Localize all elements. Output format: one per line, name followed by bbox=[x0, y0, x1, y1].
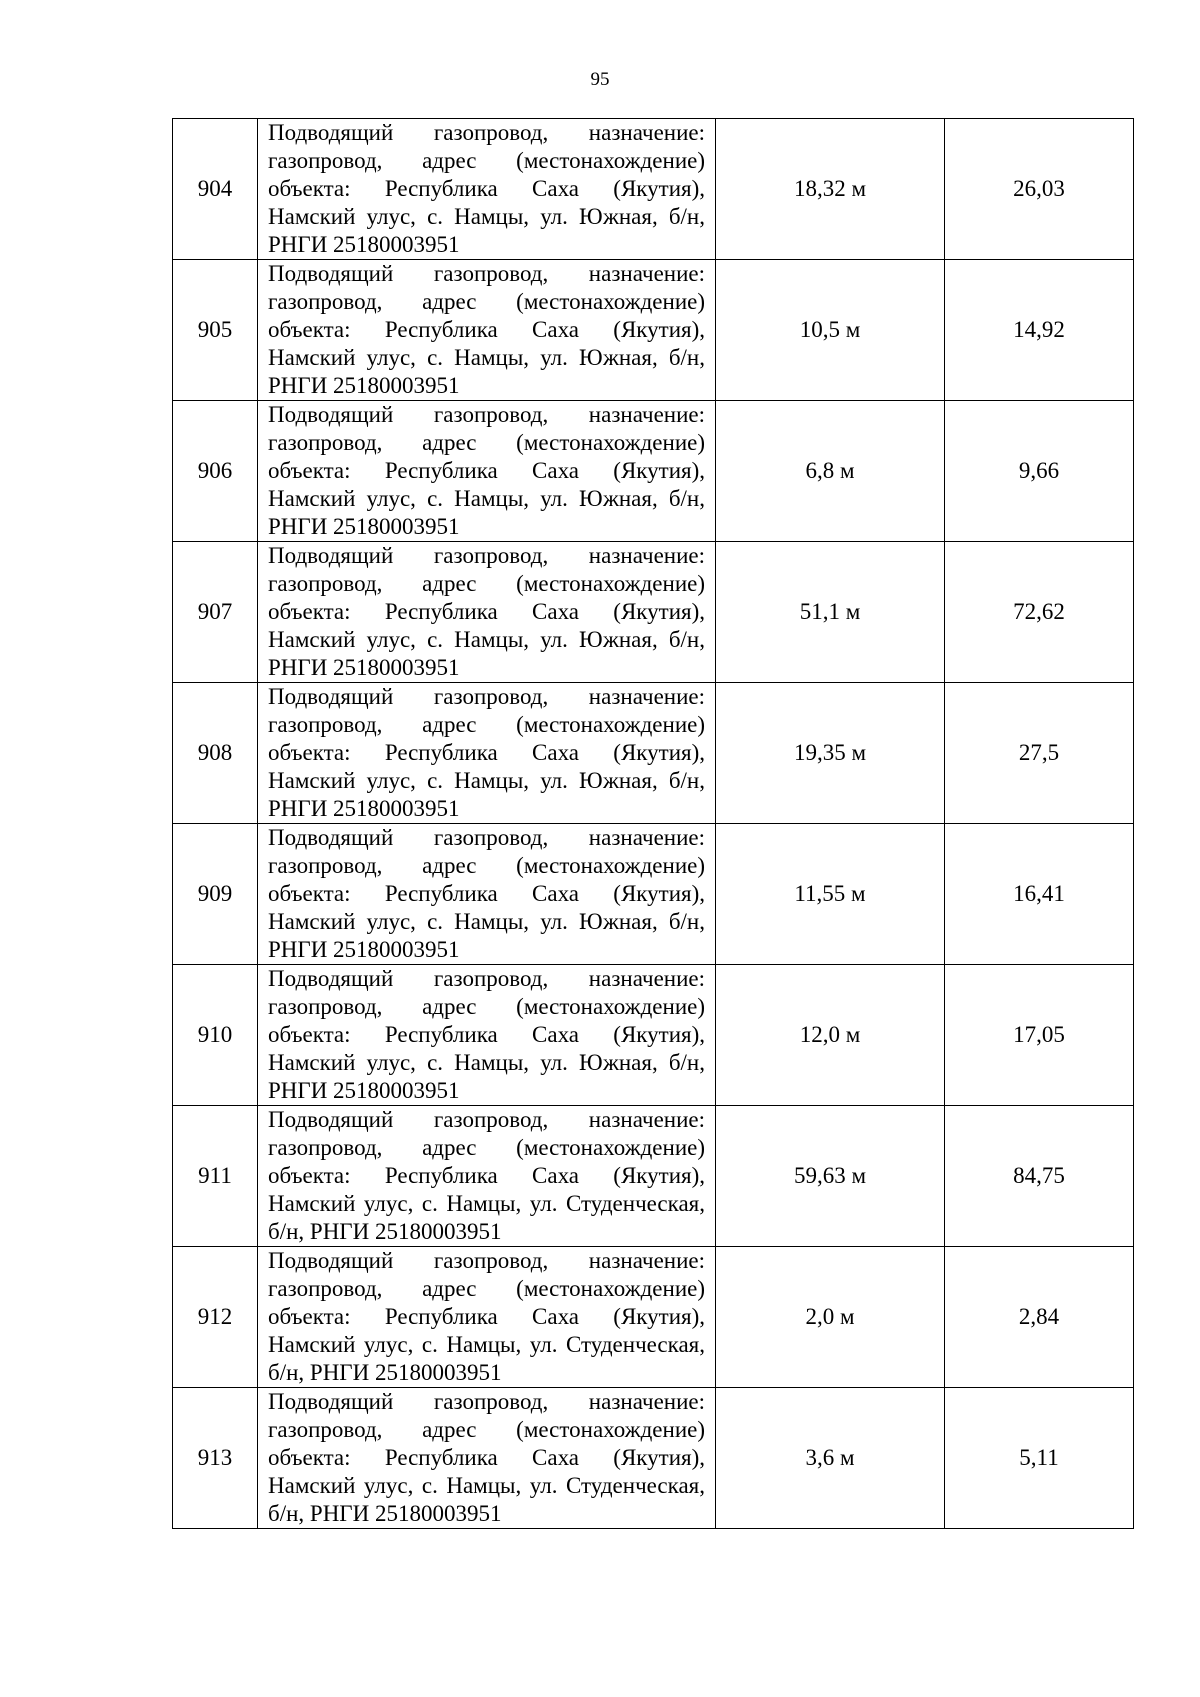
description-text: Подводящий газопровод, назначение: газопровод, адрес (местонахождение) объекта: Республика Саха (Якутия), Намский улус, с. Намцы, ул. Южная, б/н, РНГИ 25180003951 bbox=[268, 402, 705, 539]
length-cell: 10,5 м bbox=[716, 260, 945, 401]
value-cell: 5,11 bbox=[945, 1388, 1134, 1529]
description-cell bbox=[258, 1247, 716, 1388]
length-cell: 6,8 м bbox=[716, 401, 945, 542]
value-cell: 16,41 bbox=[945, 824, 1134, 965]
row-number-cell: 904 bbox=[173, 119, 258, 260]
description-text: Подводящий газопровод, назначение: газопровод, адрес (местонахождение) объекта: Республика Саха (Якутия), Намский улус, с. Намцы, ул. Южная, б/н, РНГИ 25180003951 bbox=[268, 261, 705, 398]
description-cell bbox=[258, 542, 716, 683]
description-text: Подводящий газопровод, назначение: газопровод, адрес (местонахождение) объекта: Республика Саха (Якутия), Намский улус, с. Намцы, ул. Студенческая, б/н, РНГИ 25180003951 bbox=[268, 1107, 705, 1244]
description-text: Подводящий газопровод, назначение: газопровод, адрес (местонахождение) объекта: Республика Саха (Якутия), Намский улус, с. Намцы, ул. Южная, б/н, РНГИ 25180003951 bbox=[268, 684, 705, 821]
length-cell: 59,63 м bbox=[716, 1106, 945, 1247]
row-number-cell: 911 bbox=[173, 1106, 258, 1247]
table-row bbox=[173, 683, 1134, 824]
value-cell: 27,5 bbox=[945, 683, 1134, 824]
value-cell: 14,92 bbox=[945, 260, 1134, 401]
length-cell: 18,32 м bbox=[716, 119, 945, 260]
length-cell: 19,35 м bbox=[716, 683, 945, 824]
description-text: Подводящий газопровод, назначение: газопровод, адрес (местонахождение) объекта: Республика Саха (Якутия), Намский улус, с. Намцы, ул. Южная, б/н, РНГИ 25180003951 bbox=[268, 966, 705, 1103]
table-row bbox=[173, 824, 1134, 965]
row-number-cell: 912 bbox=[173, 1247, 258, 1388]
table-row bbox=[173, 119, 1134, 260]
length-cell: 12,0 м bbox=[716, 965, 945, 1106]
row-number-cell: 913 bbox=[173, 1388, 258, 1529]
table-row bbox=[173, 401, 1134, 542]
description-cell bbox=[258, 683, 716, 824]
description-text: Подводящий газопровод, назначение: газопровод, адрес (местонахождение) объекта: Республика Саха (Якутия), Намский улус, с. Намцы, ул. Студенческая, б/н, РНГИ 25180003951 bbox=[268, 1389, 705, 1526]
description-cell bbox=[258, 1106, 716, 1247]
description-cell bbox=[258, 260, 716, 401]
table-row bbox=[173, 1247, 1134, 1388]
description-cell bbox=[258, 401, 716, 542]
description-text: Подводящий газопровод, назначение: газопровод, адрес (местонахождение) объекта: Республика Саха (Якутия), Намский улус, с. Намцы, ул. Южная, б/н, РНГИ 25180003951 bbox=[268, 825, 705, 962]
description-text: Подводящий газопровод, назначение: газопровод, адрес (местонахождение) объекта: Республика Саха (Якутия), Намский улус, с. Намцы, ул. Студенческая, б/н, РНГИ 25180003951 bbox=[268, 1248, 705, 1385]
value-cell: 9,66 bbox=[945, 401, 1134, 542]
length-cell: 2,0 м bbox=[716, 1247, 945, 1388]
table-row bbox=[173, 1388, 1134, 1529]
page-number: 95 bbox=[590, 69, 610, 90]
row-number-cell: 910 bbox=[173, 965, 258, 1106]
objects-table bbox=[172, 118, 1134, 1529]
description-cell bbox=[258, 1388, 716, 1529]
row-number-cell: 907 bbox=[173, 542, 258, 683]
description-cell bbox=[258, 119, 716, 260]
row-number-cell: 908 bbox=[173, 683, 258, 824]
row-number-cell: 906 bbox=[173, 401, 258, 542]
value-cell: 72,62 bbox=[945, 542, 1134, 683]
table-row bbox=[173, 965, 1134, 1106]
row-number-cell: 905 bbox=[173, 260, 258, 401]
table-row bbox=[173, 542, 1134, 683]
description-cell bbox=[258, 965, 716, 1106]
length-cell: 51,1 м bbox=[716, 542, 945, 683]
value-cell: 2,84 bbox=[945, 1247, 1134, 1388]
value-cell: 26,03 bbox=[945, 119, 1134, 260]
length-cell: 3,6 м bbox=[716, 1388, 945, 1529]
length-cell: 11,55 м bbox=[716, 824, 945, 965]
table-row bbox=[173, 1106, 1134, 1247]
table-row bbox=[173, 260, 1134, 401]
description-text: Подводящий газопровод, назначение: газопровод, адрес (местонахождение) объекта: Республика Саха (Якутия), Намский улус, с. Намцы, ул. Южная, б/н, РНГИ 25180003951 bbox=[268, 543, 705, 680]
value-cell: 84,75 bbox=[945, 1106, 1134, 1247]
description-text: Подводящий газопровод, назначение: газопровод, адрес (местонахождение) объекта: Республика Саха (Якутия), Намский улус, с. Намцы, ул. Южная, б/н, РНГИ 25180003951 bbox=[268, 120, 705, 257]
description-cell bbox=[258, 824, 716, 965]
row-number-cell: 909 bbox=[173, 824, 258, 965]
value-cell: 17,05 bbox=[945, 965, 1134, 1106]
